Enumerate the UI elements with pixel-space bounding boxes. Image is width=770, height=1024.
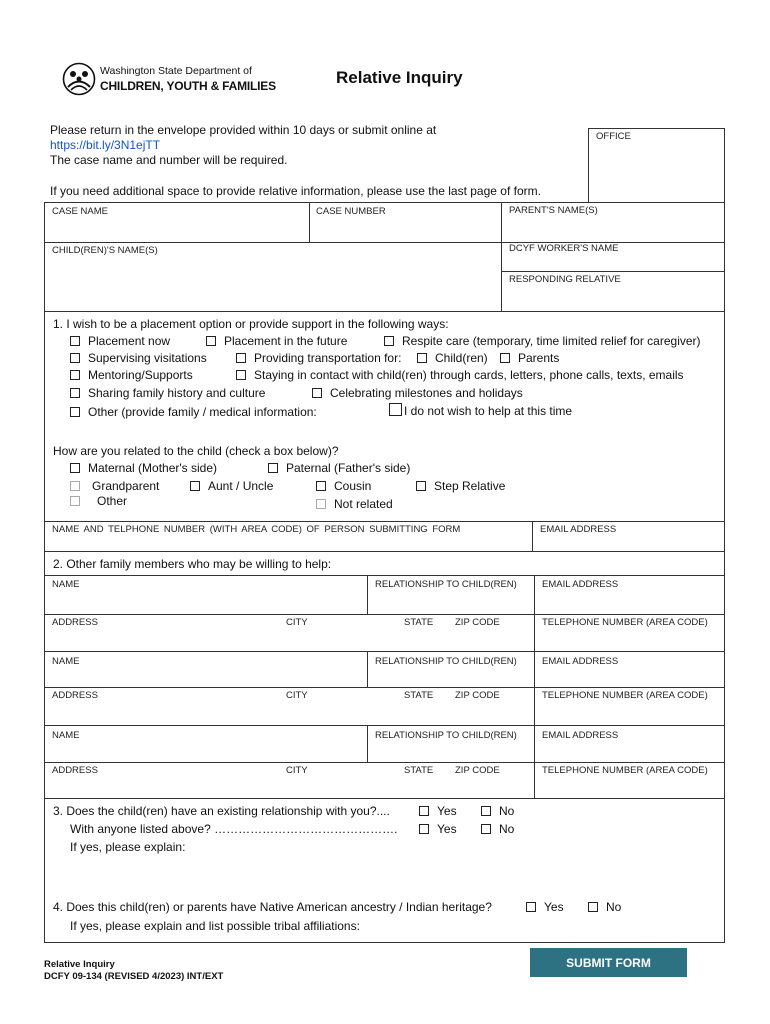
- dcyf-logo-icon: [62, 62, 96, 96]
- option-label: Yes: [437, 804, 457, 818]
- q1-heading: 1. I wish to be a placement option or provide support in the following ways:: [53, 317, 449, 331]
- submitter-email-field[interactable]: EMAIL ADDRESS: [540, 524, 617, 535]
- divider: [44, 614, 725, 615]
- checkbox[interactable]: [316, 499, 326, 509]
- checkbox[interactable]: [70, 388, 80, 398]
- member3-address-field[interactable]: ADDRESS: [52, 765, 98, 776]
- checkbox[interactable]: [312, 388, 322, 398]
- divider: [44, 725, 725, 726]
- opt-step-relative[interactable]: [416, 479, 505, 494]
- divider: [367, 651, 368, 687]
- opt-celebrating[interactable]: [312, 386, 523, 401]
- option-label: Yes: [544, 900, 564, 914]
- member3-state-field[interactable]: STATE: [404, 765, 434, 776]
- opt-sharing-history[interactable]: [70, 386, 265, 401]
- q3-existing-no[interactable]: [481, 804, 514, 819]
- member1-address-field[interactable]: ADDRESS: [52, 617, 98, 628]
- option-label: No: [606, 900, 622, 914]
- option-label: Staying in contact with child(ren) through cards, letters, phone calls, texts, emails: [254, 368, 684, 382]
- divider: [44, 762, 725, 763]
- member2-city-field[interactable]: CITY: [286, 690, 308, 701]
- option-label: Placement in the future: [224, 334, 348, 348]
- opt-transport-children[interactable]: [417, 351, 488, 366]
- opt-grandparent[interactable]: [70, 479, 159, 494]
- q4-yes[interactable]: [526, 900, 564, 915]
- option-label: Other: [97, 494, 128, 508]
- checkbox[interactable]: [588, 902, 598, 912]
- checkbox[interactable]: [70, 407, 80, 417]
- checkbox[interactable]: [384, 336, 394, 346]
- opt-placement-future[interactable]: [206, 334, 347, 349]
- member1-email-field[interactable]: EMAIL ADDRESS: [542, 579, 619, 590]
- footer-form-name: Relative Inquiry: [44, 959, 115, 970]
- q3-anyone-yes[interactable]: [419, 822, 457, 837]
- opt-transportation[interactable]: [236, 351, 401, 366]
- checkbox[interactable]: [316, 481, 326, 491]
- checkbox[interactable]: [481, 824, 491, 834]
- opt-staying-in-contact[interactable]: [236, 368, 684, 383]
- option-label: Sharing family history and culture: [88, 386, 266, 400]
- checkbox[interactable]: [481, 806, 491, 816]
- opt-aunt-uncle[interactable]: [190, 479, 273, 494]
- checkbox[interactable]: [70, 463, 80, 473]
- opt-do-not-wish[interactable]: [389, 403, 572, 419]
- option-label: Aunt / Uncle: [208, 479, 274, 493]
- divider: [309, 202, 310, 243]
- footer-form-number: DCFY 09-134 (REVISED 4/2023) INT/EXT: [44, 971, 224, 982]
- option-label: No: [499, 822, 515, 836]
- q4-no[interactable]: [588, 900, 621, 915]
- submit-online-link[interactable]: https://bit.ly/3N1ejTT: [50, 138, 161, 152]
- member2-address-field[interactable]: ADDRESS: [52, 690, 98, 701]
- q3-explain: If yes, please explain:: [70, 840, 186, 854]
- divider: [44, 651, 725, 652]
- q3-anyone-no[interactable]: [481, 822, 514, 837]
- member1-relationship-field[interactable]: RELATIONSHIP TO CHILD(REN): [375, 579, 517, 590]
- q3-line2: With anyone listed above? ……………………………………….: [70, 822, 398, 836]
- member2-relationship-field[interactable]: RELATIONSHIP TO CHILD(REN): [375, 656, 517, 667]
- agency-logo: [62, 62, 276, 98]
- opt-respite-care[interactable]: [384, 334, 701, 349]
- submitter-name-phone-field[interactable]: NAME AND TELPHONE NUMBER (WITH AREA CODE) OF PERSON SUBMITTING FORM: [52, 524, 461, 535]
- divider: [501, 202, 502, 312]
- opt-cousin[interactable]: [316, 479, 371, 494]
- option-label: No: [499, 804, 515, 818]
- checkbox[interactable]: [206, 336, 216, 346]
- page-title: Relative Inquiry: [336, 68, 463, 87]
- option-label: Step Relative: [434, 479, 506, 493]
- opt-mentoring[interactable]: [70, 368, 193, 383]
- option-label: Celebrating milestones and holidays: [330, 386, 523, 400]
- option-label: Providing transportation for:: [254, 351, 402, 365]
- opt-maternal[interactable]: [70, 461, 217, 476]
- member1-state-field[interactable]: STATE: [404, 617, 434, 628]
- option-label: Cousin: [334, 479, 372, 493]
- opt-paternal[interactable]: [268, 461, 410, 476]
- children-names-field[interactable]: CHILD(REN)'S NAME(S): [52, 245, 158, 256]
- checkbox[interactable]: [70, 353, 80, 363]
- divider: [532, 521, 533, 552]
- member2-phone-field[interactable]: TELEPHONE NUMBER (AREA CODE): [542, 690, 708, 701]
- option-label: Grandparent: [92, 479, 160, 493]
- option-label: Supervising visitations: [88, 351, 207, 365]
- case-info-table: [44, 202, 725, 312]
- divider: [534, 575, 535, 799]
- opt-supervising[interactable]: [70, 351, 207, 366]
- checkbox[interactable]: [70, 496, 80, 506]
- worker-name-field[interactable]: DCYF WORKER'S NAME: [509, 243, 619, 254]
- responding-relative-field[interactable]: RESPONDING RELATIVE: [509, 274, 621, 285]
- divider: [367, 725, 368, 762]
- checkbox[interactable]: [236, 353, 246, 363]
- member2-zip-field[interactable]: ZIP CODE: [455, 690, 500, 701]
- member3-relationship-field[interactable]: RELATIONSHIP TO CHILD(REN): [375, 730, 517, 741]
- relation-heading: How are you related to the child (check a box below)?: [53, 444, 339, 458]
- option-label: Paternal (Father's side): [286, 461, 411, 475]
- option-label: I do not wish to help at this time: [404, 404, 573, 418]
- member2-name-field[interactable]: NAME: [52, 656, 80, 667]
- member3-name-field[interactable]: NAME: [52, 730, 80, 741]
- checkbox[interactable]: [70, 481, 80, 491]
- member1-zip-field[interactable]: ZIP CODE: [455, 617, 500, 628]
- member3-zip-field[interactable]: ZIP CODE: [455, 765, 500, 776]
- checkbox[interactable]: [389, 403, 402, 416]
- checkbox[interactable]: [419, 806, 429, 816]
- case-number-field[interactable]: CASE NUMBER: [316, 206, 386, 217]
- checkbox[interactable]: [70, 370, 80, 380]
- parents-names-field[interactable]: PARENT'S NAME(S): [509, 205, 598, 216]
- opt-transport-parents[interactable]: [500, 351, 559, 366]
- option-label: Yes: [437, 822, 457, 836]
- member3-city-field[interactable]: CITY: [286, 765, 308, 776]
- divider: [501, 271, 725, 272]
- divider: [367, 575, 368, 614]
- checkbox[interactable]: [70, 336, 80, 346]
- option-label: Other (provide family / medical information:: [88, 405, 317, 419]
- option-label: Child(ren): [435, 351, 488, 365]
- divider: [44, 575, 725, 576]
- agency-name-line1: Washington State Department of: [100, 65, 252, 77]
- member3-email-field[interactable]: EMAIL ADDRESS: [542, 730, 619, 741]
- option-label: Mentoring/Supports: [88, 368, 193, 382]
- checkbox[interactable]: [500, 353, 510, 363]
- agency-name-line2: CHILDREN, YOUTH & FAMILIES: [100, 79, 276, 93]
- checkbox[interactable]: [416, 481, 426, 491]
- member2-email-field[interactable]: EMAIL ADDRESS: [542, 656, 619, 667]
- checkbox[interactable]: [417, 353, 427, 363]
- intro-line1: Please return in the envelope provided within 10 days or submit online at: [50, 123, 437, 137]
- opt-not-related[interactable]: [316, 497, 393, 512]
- member1-phone-field[interactable]: TELEPHONE NUMBER (AREA CODE): [542, 617, 708, 628]
- intro-line2: The case name and number will be required.: [50, 153, 288, 167]
- office-label: OFFICE: [596, 131, 631, 142]
- q3-existing-yes[interactable]: [419, 804, 457, 819]
- member2-state-field[interactable]: STATE: [404, 690, 434, 701]
- opt-placement-now[interactable]: [70, 334, 170, 349]
- submit-form-button[interactable]: SUBMIT FORM: [530, 948, 687, 977]
- checkbox[interactable]: [190, 481, 200, 491]
- option-label: Maternal (Mother's side): [88, 461, 217, 475]
- checkbox[interactable]: [419, 824, 429, 834]
- member1-city-field[interactable]: CITY: [286, 617, 308, 628]
- q2-heading: 2. Other family members who may be willing to help:: [53, 557, 332, 571]
- intro-line3: If you need additional space to provide relative information, please use the last page of form.: [50, 184, 541, 198]
- q3-line1: 3. Does the child(ren) have an existing relationship with you?....: [53, 804, 390, 818]
- checkbox[interactable]: [236, 370, 246, 380]
- divider: [44, 521, 725, 522]
- option-label: Placement now: [88, 334, 171, 348]
- case-name-field[interactable]: CASE NAME: [52, 206, 108, 217]
- opt-other-info[interactable]: [70, 405, 317, 420]
- option-label: Respite care (temporary, time limited relief for caregiver): [402, 334, 701, 348]
- option-label: Not related: [334, 497, 393, 511]
- opt-other-relation[interactable]: [70, 494, 127, 509]
- divider: [44, 242, 502, 243]
- member3-phone-field[interactable]: TELEPHONE NUMBER (AREA CODE): [542, 765, 708, 776]
- q4-line1: 4. Does this child(ren) or parents have Native American ancestry / Indian heritage?: [53, 900, 492, 914]
- q4-explain: If yes, please explain and list possible tribal affiliations:: [70, 919, 360, 933]
- member1-name-field[interactable]: NAME: [52, 579, 80, 590]
- checkbox[interactable]: [268, 463, 278, 473]
- divider: [44, 687, 725, 688]
- option-label: Parents: [518, 351, 560, 365]
- checkbox[interactable]: [526, 902, 536, 912]
